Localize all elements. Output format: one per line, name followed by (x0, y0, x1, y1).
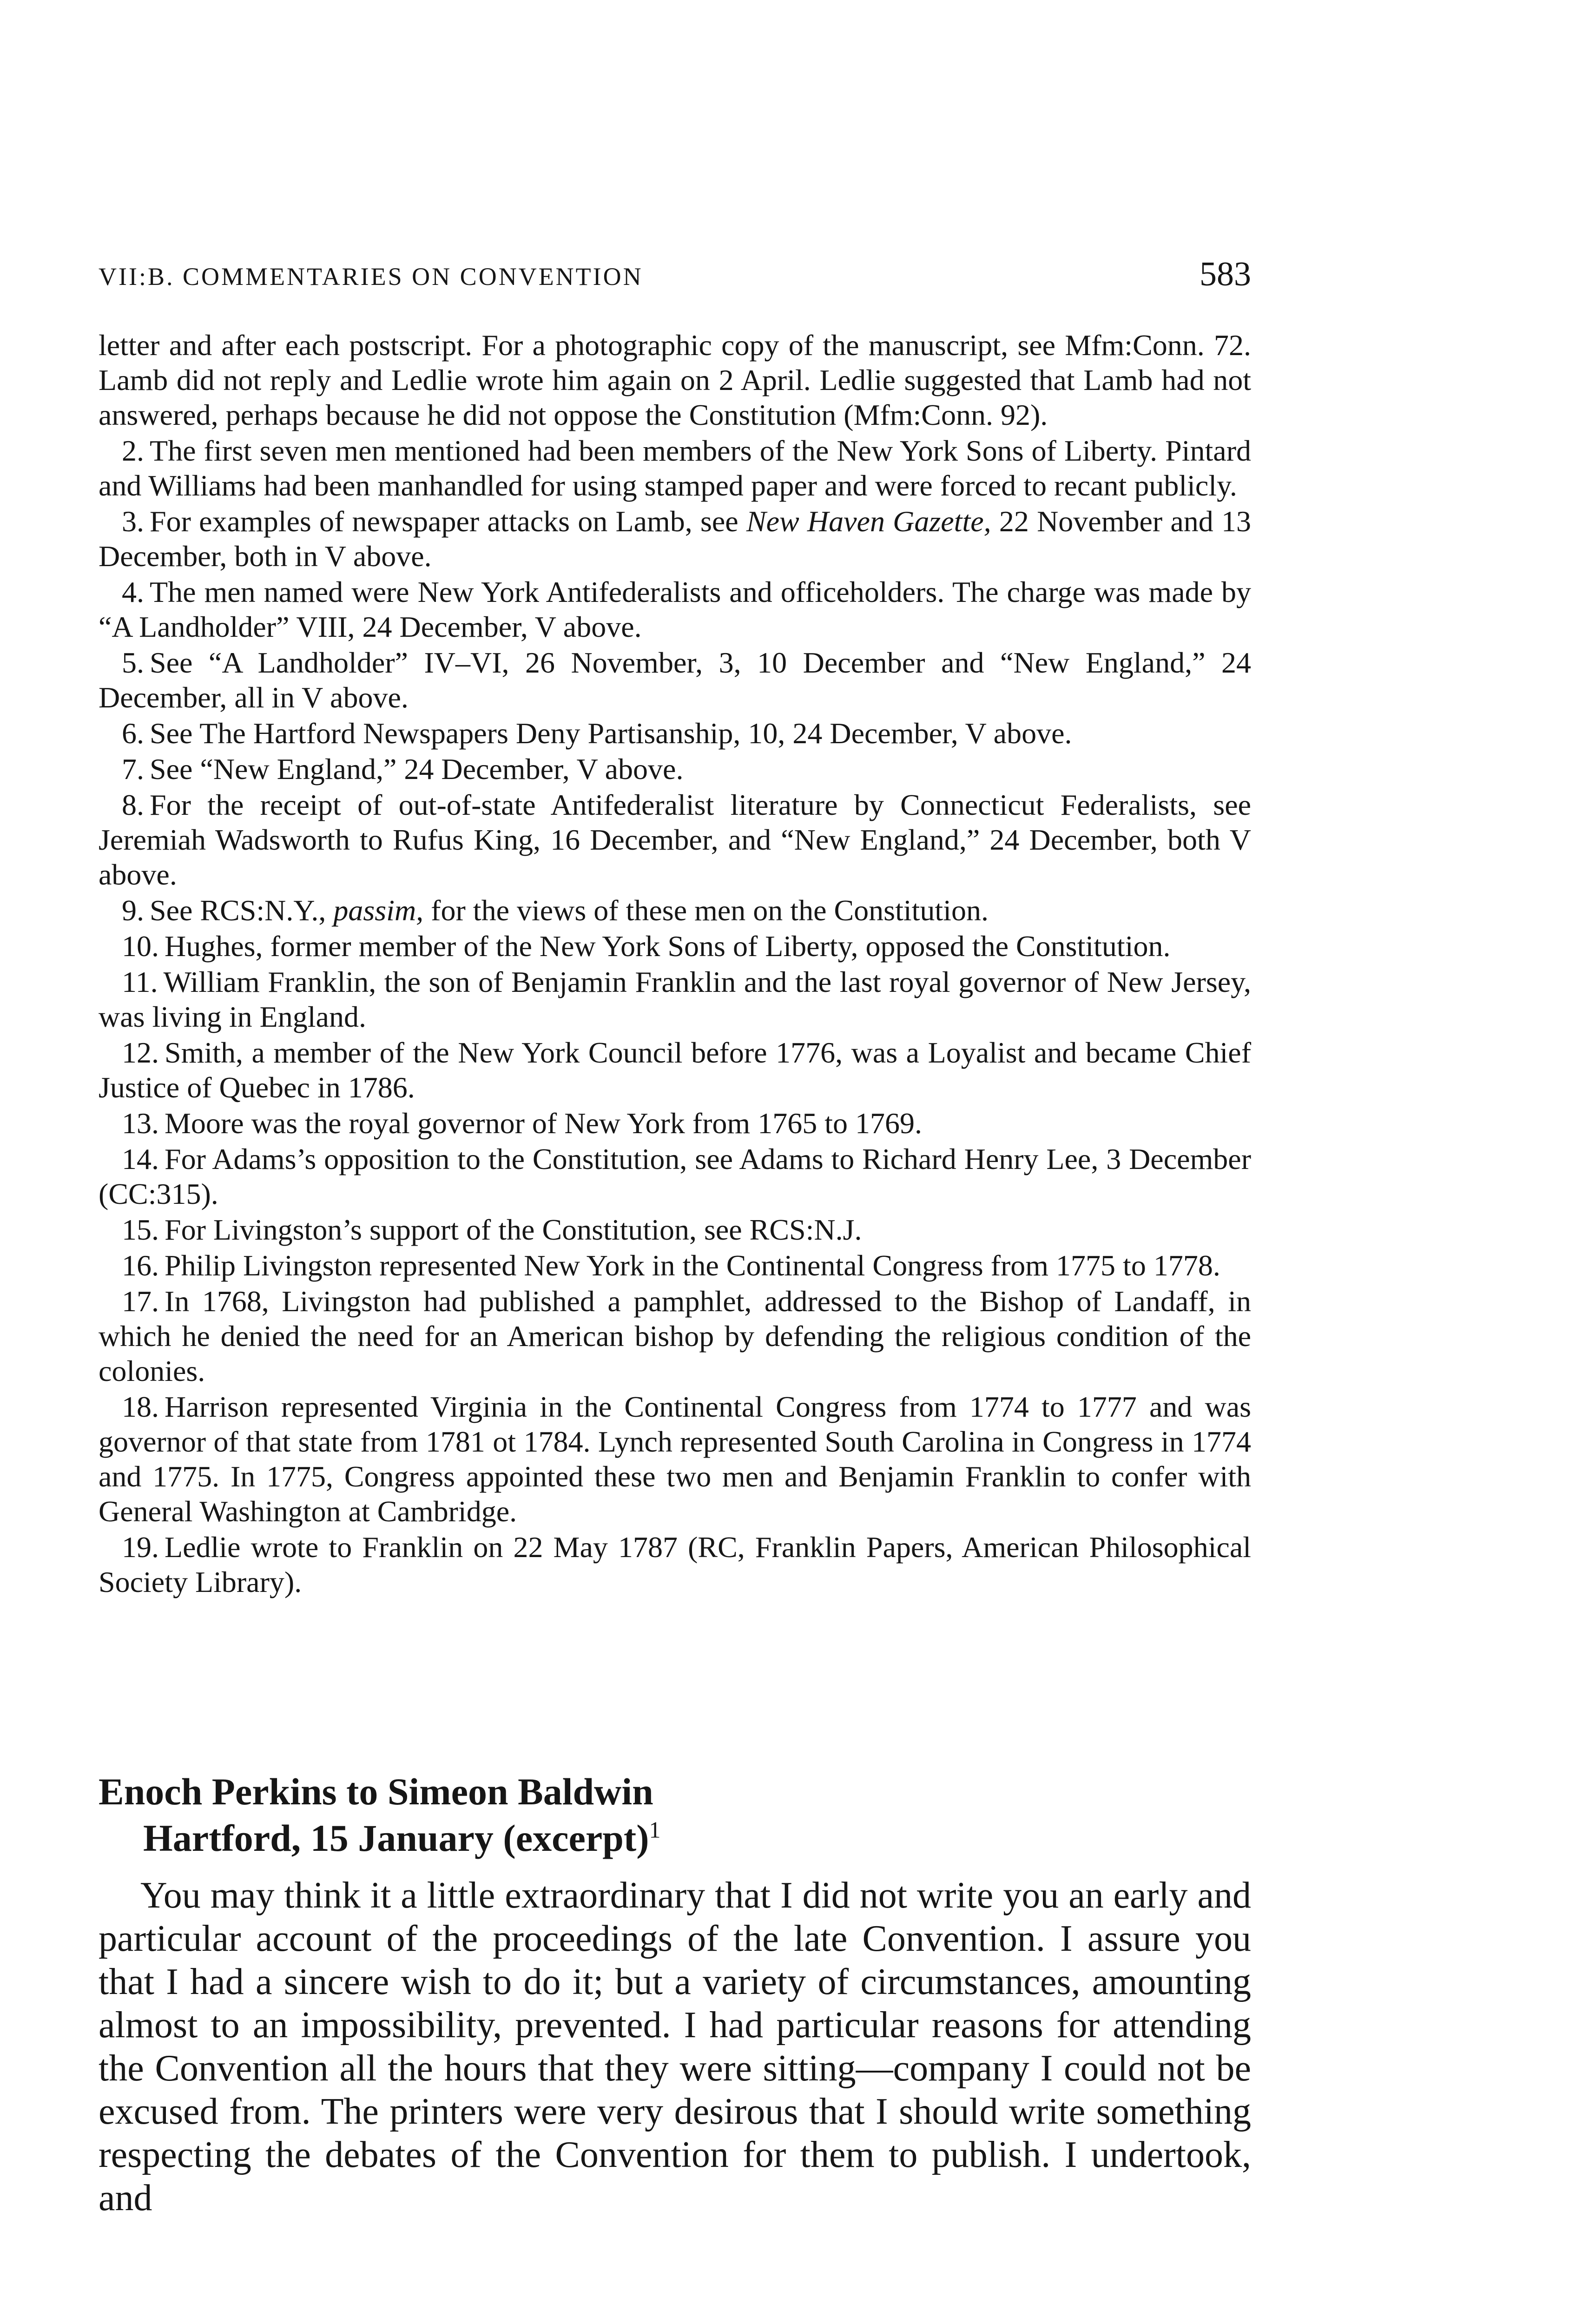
footnote-marker: 1 (649, 1816, 661, 1843)
document-heading (99, 1769, 1251, 1862)
heading-correspondents: Enoch Perkins to Simeon Baldwin (99, 1770, 653, 1813)
note-11: 11. William Franklin, the son of Benjamin Franklin and the last royal governor of New Jersey, was living in England. (99, 965, 1251, 1033)
note-8: 8. For the receipt of out-of-state Antifederalist literature by Connecticut Federalists, see Jeremiah Wadsworth to Rufus King, 16 December, and “New England,” 24 December, both V above. (99, 788, 1251, 891)
endnotes (99, 328, 1251, 1600)
note-15: 15. For Livingston’s support of the Constitution, see RCS:N.J. (122, 1213, 862, 1246)
note-19: 19. Ledlie wrote to Franklin on 22 May 1787 (RC, Franklin Papers, American Philosophical Society Library). (99, 1531, 1251, 1598)
note-18: 18. Harrison represented Virginia in the Continental Congress from 1774 to 1777 and was governor of that state from 1781 ot 1784. Lynch represented South Carolina in Congress in 1774 and 1775. In 1775, Congress appointed these two men and Benjamin Franklin to confer with General Washington at Cambridge. (99, 1390, 1251, 1528)
page-number: 583 (1200, 255, 1251, 293)
newspaper-title: New Haven Gazette, (746, 505, 991, 538)
passim-term: passim, (333, 894, 424, 927)
note-3: 3. For examples of newspaper attacks on Lamb, see New Haven Gazette, 22 November and 13 December, both in V above. (99, 505, 1252, 573)
letter-text: You may think it a little extraordinary that I did not write you an early and particular account of the proceedings of the late Convention. I assure you that I had a sincere wish to do it; but a variety of circumstances, amounting almost to an impossibility, prevented. I had particular reasons for attending the Convention all the hours that they were sitting—company I could not be excused from. The printers were very desirous that I should write something respecting the debates of the Convention for them to publish. I undertook, and (99, 1875, 1251, 2218)
note-10: 10. Hughes, former member of the New York Sons of Liberty, opposed the Constitution. (122, 930, 1171, 963)
running-title: VII:B. COMMENTARIES ON CONVENTION (99, 263, 643, 290)
note-2: 2. The first seven men mentioned had been members of the New York Sons of Liberty. Pintard and Williams had been manhandled for using stamped paper and were forced to recant publicly. (99, 434, 1251, 502)
note-16: 16. Philip Livingston represented New York in the Continental Congress from 1775 to 1778. (122, 1249, 1220, 1282)
note-5: 5. See “A Landholder” IV–VI, 26 November, 3, 10 December and “New England,” 24 December, all in V above. (99, 646, 1251, 714)
note-14: 14. For Adams’s opposition to the Constitution, see Adams to Richard Henry Lee, 3 December (CC:315). (99, 1142, 1251, 1210)
note-6: 6. See The Hartford Newspapers Deny Partisanship, 10, 24 December, V above. (122, 717, 1072, 750)
running-head (99, 253, 1251, 295)
note-9: 9. See RCS:N.Y., passim, for the views of these men on the Constitution. (122, 894, 989, 927)
note-1-continued: letter and after each postscript. For a photographic copy of the manuscript, see Mfm:Conn. 72. Lamb did not reply and Ledlie wrote him again on 2 April. Ledlie suggested that Lamb had not answered, perhaps because he did not oppose the Constitution (Mfm:Conn. 92). (99, 329, 1251, 431)
note-4: 4. The men named were New York Antifederalists and officeholders. The charge was made by “A Landholder” VIII, 24 December, V above. (99, 575, 1251, 643)
note-12: 12. Smith, a member of the New York Council before 1776, was a Loyalist and became Chief Justice of Quebec in 1786. (99, 1036, 1251, 1104)
note-13: 13. Moore was the royal governor of New York from 1765 to 1769. (122, 1107, 922, 1140)
note-7: 7. See “New England,” 24 December, V above. (122, 753, 684, 786)
note-17: 17. In 1768, Livingston had published a pamphlet, addressed to the Bishop of Landaff, in which he denied the need for an American bishop by defending the religious condition of the colonies. (99, 1285, 1251, 1387)
heading-place-date: Hartford, 15 January (excerpt)$^1$ (143, 1816, 661, 1859)
